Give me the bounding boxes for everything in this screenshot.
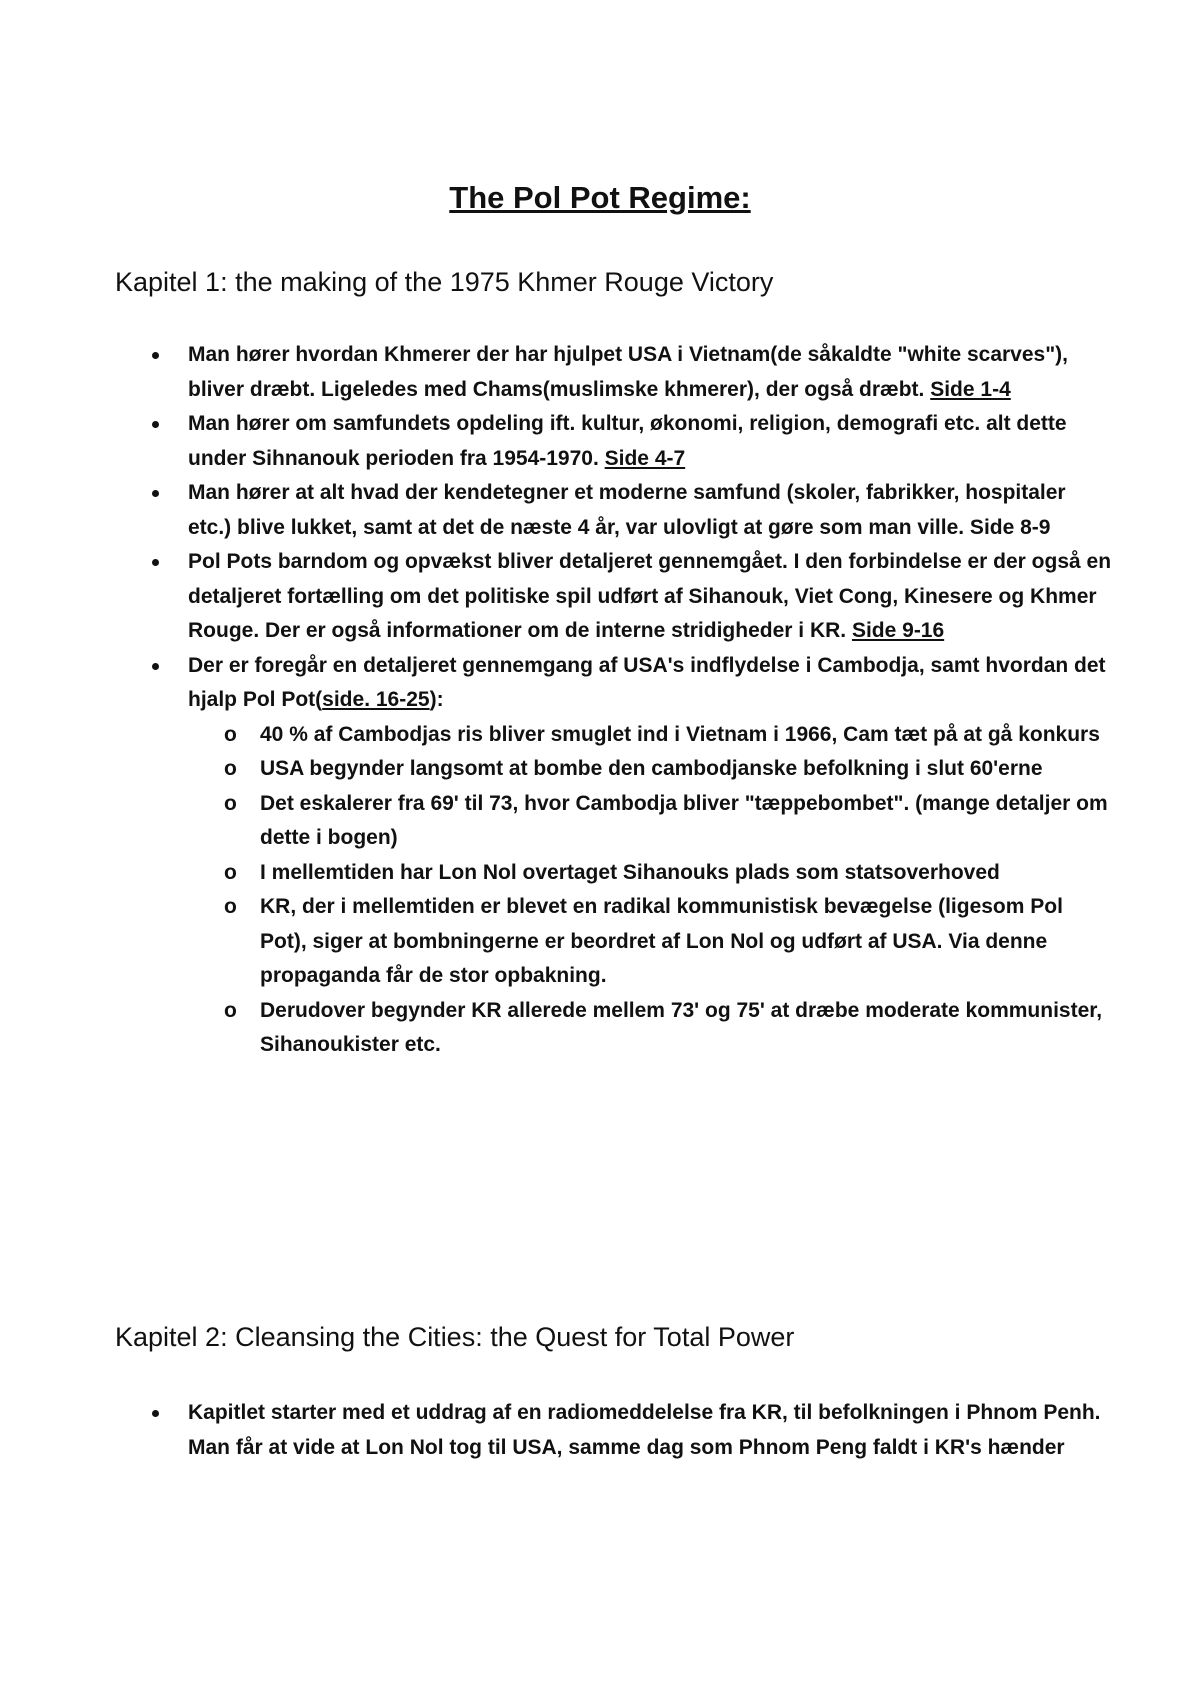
sub-item-text: I mellemtiden har Lon Nol overtaget Sihanouks plads som statsoverhoved	[260, 860, 1000, 884]
list-item	[0, 338, 1200, 407]
bullet-icon	[152, 421, 159, 428]
sub-list-container	[0, 718, 1200, 1063]
sub-item-text: 40 % af Cambodjas ris bliver smuglet ind i Vietnam i 1966, Cam tæt på at gå konkurs	[260, 722, 1100, 746]
item-text: Man hører hvordan Khmerer der har hjulpet USA i Vietnam(de såkaldte "white scarves"), bliver dræbt. Ligeledes med Chams(muslimske khmerer), der også dræbt.	[188, 343, 1069, 401]
sub-list-item	[0, 994, 1200, 1063]
chapter-1-list	[0, 338, 1200, 1063]
list-item	[0, 1396, 1200, 1465]
item-text: Pol Pots barndom og opvækst bliver detaljeret gennemgået. I den forbindelse er der også en detaljeret fortælling om det politiske spil udført af Sihanouk, Viet Cong, Kinesere og Khmer Rouge. Der er også informationer om de interne stridigheder i KR.	[188, 550, 1112, 642]
circle-bullet-icon: o	[224, 757, 237, 780]
list-item	[0, 649, 1200, 718]
sub-list-item	[0, 718, 1200, 753]
sub-item-text: Derudover begynder KR allerede mellem 73' og 75' at dræbe moderate kommunister, Sihanoukister etc.	[260, 998, 1103, 1056]
circle-bullet-icon: o	[224, 860, 237, 884]
bullet-icon	[152, 1410, 159, 1417]
item-text: Kapitlet starter med et uddrag af en radiomeddelelse fra KR, til befolkningen i Phnom Penh. Man får at vide at Lon Nol tog til USA, samme dag som Phnom Peng faldt i KR's hænder	[188, 1401, 1101, 1459]
item-text: Der er foregår en detaljeret gennemgang af USA's indflydelse i Cambodja, samt hvordan det hjalp Pol Pot(	[188, 653, 1106, 711]
document-title: The Pol Pot Regime:	[449, 180, 751, 215]
page-reference: Side 9-16	[851, 619, 945, 642]
item-text: Man hører at alt hvad der kendetegner et moderne samfund (skoler, fabrikker, hospitaler etc.) blive lukket, samt at det de næste 4 år, var ulovligt at gøre som man ville. Side 8-9	[188, 481, 1066, 539]
sub-item-text: KR, der i mellemtiden er blevet en radikal kommunistisk bevægelse (ligesom Pol Pot), siger at bombningerne er beordret af Lon Nol og udført af USA. Via denne propaganda får de stor opbakning.	[260, 895, 1063, 987]
bullet-icon	[152, 490, 159, 497]
sub-list-item	[0, 787, 1200, 856]
sub-list	[0, 718, 1200, 1063]
chapter-1-heading: Kapitel 1: the making of the 1975 Khmer Rouge Victory	[115, 267, 774, 297]
list-item	[0, 407, 1200, 476]
page-reference: side. 16-25	[322, 688, 430, 711]
page-reference: Side 4-7	[604, 446, 686, 470]
sub-item-text: Det eskalerer fra 69' til 73, hvor Cambodja bliver "tæppebombet". (mange detaljer om dette i bogen)	[260, 791, 1108, 849]
sub-list-item	[0, 752, 1200, 787]
item-text: Man hører om samfundets opdeling ift. kultur, økonomi, religion, demografi etc. alt dette under Sihnanouk perioden fra 1954-1970.	[188, 412, 1067, 470]
circle-bullet-icon: o	[224, 722, 237, 746]
sub-list-item	[0, 890, 1200, 994]
sub-item-text: USA begynder langsomt at bombe den cambodjanske befolkning i slut 60'erne	[260, 757, 1043, 780]
bullet-icon	[152, 352, 159, 359]
circle-bullet-icon: o	[224, 895, 237, 918]
bullet-icon	[152, 559, 159, 566]
sub-list-item	[0, 856, 1200, 891]
circle-bullet-icon: o	[224, 998, 237, 1022]
chapter-2-heading: Kapitel 2: Cleansing the Cities: the Quest for Total Power	[115, 1322, 795, 1352]
circle-bullet-icon: o	[224, 791, 237, 815]
page-reference: Side 1-4	[930, 377, 1011, 401]
chapter-2-list	[0, 1396, 1200, 1465]
list-item	[0, 476, 1200, 545]
item-text-suffix: ):	[429, 688, 444, 711]
list-item	[0, 545, 1200, 649]
bullet-icon	[152, 663, 159, 670]
